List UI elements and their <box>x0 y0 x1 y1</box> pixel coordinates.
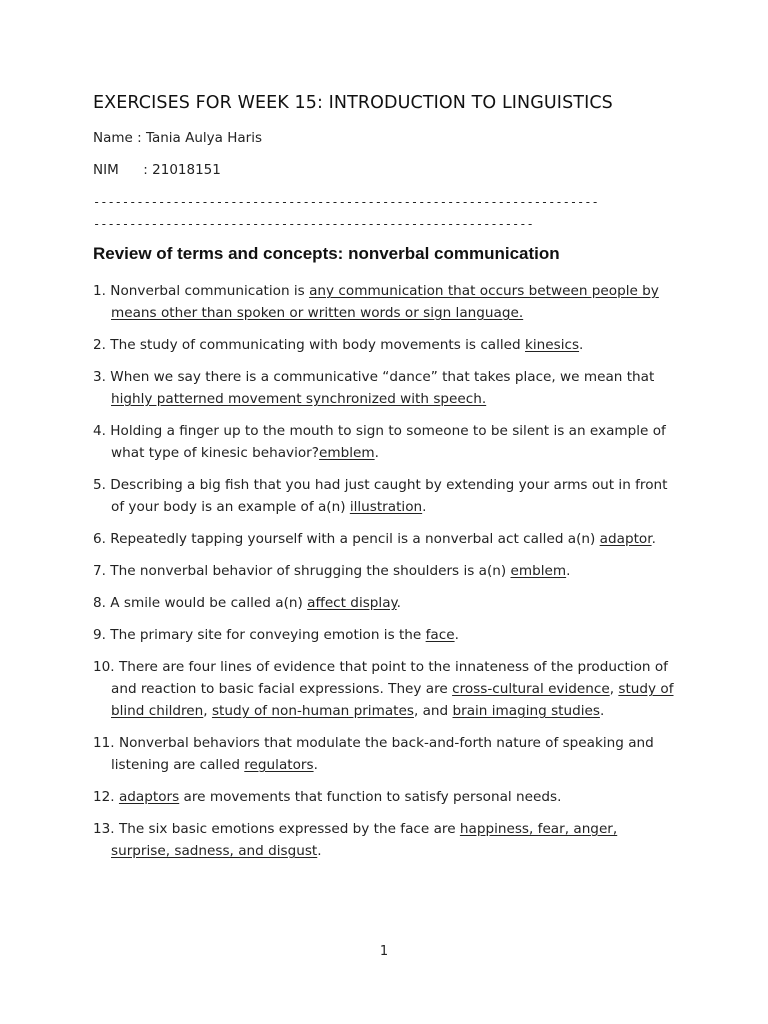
divider-line-1: ---------------------------------------------------------------------- <box>93 196 599 208</box>
divider-line-2: ------------------------------------------------------------- <box>93 218 534 230</box>
question-text: . <box>422 499 427 515</box>
exercise-item <box>93 366 678 410</box>
answer-text: cross-cultural evidence <box>452 681 610 697</box>
exercise-item <box>93 592 678 614</box>
item-number: 10. <box>93 659 115 675</box>
answer-text: illustration <box>349 499 423 515</box>
answer-text: regulators <box>244 757 314 773</box>
exercise-item <box>93 656 678 722</box>
exercise-item <box>93 474 678 518</box>
item-number: 4. <box>93 423 106 439</box>
item-number: 8. <box>93 595 106 611</box>
question-text: . <box>396 595 401 611</box>
answer-text: happiness, fear, anger, surprise, sadness, and disgust <box>111 821 618 859</box>
question-text: . <box>579 337 584 353</box>
answer-text: any communication that occurs between people by means other than spoken or written words or sign language. <box>111 283 659 321</box>
question-text: . <box>317 843 322 859</box>
question-text: Repeatedly tapping yourself with a pencil is a nonverbal act called a(n) <box>105 531 600 547</box>
exercise-item <box>93 528 678 550</box>
page-title: EXERCISES FOR WEEK 15: INTRODUCTION TO LINGUISTICS <box>93 93 613 113</box>
exercise-item <box>93 280 678 324</box>
page-number: 1 <box>379 944 389 959</box>
item-number: 9. <box>93 627 106 643</box>
question-text: When we say there is a communicative “dance” that takes place, we mean that <box>105 369 655 385</box>
exercise-item <box>93 560 678 582</box>
answer-text: study of blind children <box>111 681 674 719</box>
question-text: . <box>566 563 571 579</box>
item-number: 3. <box>93 369 106 385</box>
name-line <box>93 130 262 146</box>
exercise-item <box>93 420 678 464</box>
question-text: . <box>599 703 605 719</box>
item-number: 13. <box>93 821 115 837</box>
question-text: The six basic emotions expressed by the face are <box>114 821 460 837</box>
exercise-list <box>93 280 678 872</box>
exercise-item <box>93 624 678 646</box>
answer-text: emblem <box>319 445 375 461</box>
answer-text: emblem <box>510 563 567 579</box>
question-text: The nonverbal behavior of shrugging the shoulders is a(n) <box>105 563 511 579</box>
item-number: 7. <box>93 563 106 579</box>
question-text: The study of communicating with body movements is called <box>105 337 525 353</box>
question-text: . <box>313 757 318 773</box>
exercise-item <box>93 786 678 808</box>
question-text: Describing a big fish that you had just caught by extending your arms out in front of your body is an example of a(n) <box>105 477 668 515</box>
exercise-item <box>93 732 678 776</box>
question-text: Nonverbal communication is <box>105 283 310 299</box>
answer-text: adaptor <box>599 531 652 547</box>
question-text: A smile would be called a(n) <box>105 595 308 611</box>
item-number: 5. <box>93 477 106 493</box>
section-heading: Review of terms and concepts: nonverbal communication <box>93 244 560 263</box>
nim-value: : 21018151 <box>143 162 221 178</box>
answer-text: face <box>425 627 455 643</box>
nim-label: NIM <box>93 162 119 178</box>
answer-text: kinesics <box>525 337 580 353</box>
question-text: , <box>203 703 212 719</box>
item-number: 1. <box>93 283 106 299</box>
name-value: Tania Aulya Haris <box>145 130 262 146</box>
answer-text: brain imaging studies <box>452 703 600 719</box>
answer-text: adaptors <box>118 789 180 805</box>
item-number: 11. <box>93 735 115 751</box>
name-label: Name : <box>93 130 142 146</box>
item-number: 6. <box>93 531 106 547</box>
answer-text: study of non-human primates <box>211 703 414 719</box>
question-text: are movements that function to satisfy personal needs. <box>179 789 562 805</box>
question-text: . <box>651 531 656 547</box>
exercise-item <box>93 334 678 356</box>
question-text: Nonverbal behaviors that modulate the back-and-forth nature of speaking and listening are called <box>111 735 654 773</box>
item-number: 2. <box>93 337 106 353</box>
question-text: There are four lines of evidence that point to the innateness of the production of and reaction to basic facial expressions. They are <box>111 659 668 697</box>
question-text: . <box>454 627 459 643</box>
nim-line <box>93 162 221 178</box>
question-text: . <box>374 445 379 461</box>
item-number: 12. <box>93 789 115 805</box>
question-text: , <box>609 681 619 697</box>
exercise-item <box>93 818 678 862</box>
question-text: The primary site for conveying emotion is the <box>105 627 426 643</box>
question-text: , and <box>413 703 453 719</box>
answer-text: highly patterned movement synchronized with speech. <box>111 391 487 407</box>
answer-text: affect display <box>307 595 397 611</box>
question-text: Holding a finger up to the mouth to sign to someone to be silent is an example of what type of kinesic behavior? <box>105 423 666 461</box>
